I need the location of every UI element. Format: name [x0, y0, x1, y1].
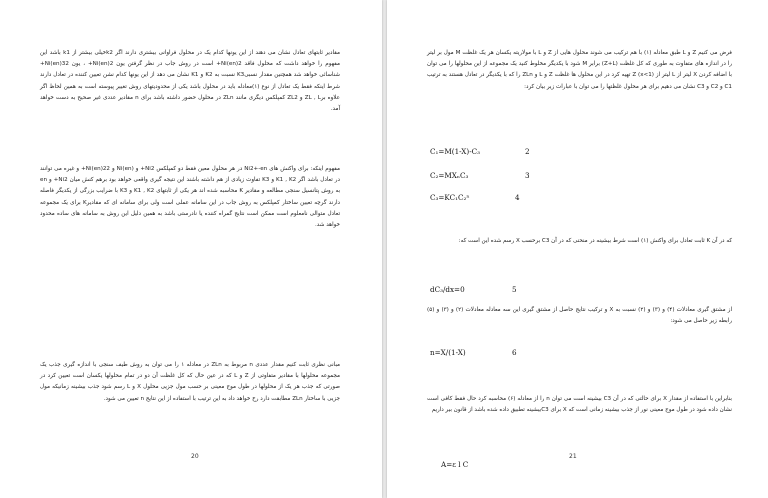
right-paragraph-2: که در آن K ثابت تعادل برای واکنش (۱) است شرط بیشینه در منحنی که در آن C3 برحسب X رسم شده این است که:: [458, 238, 732, 244]
left-paragraph-2: مفهوم اینکه: برای واکنش های Ni2+-en در هر محلول معین فقط دو کمپلکس Ni2+ و Ni(en) و Ni(en)22+ و غیره می توانند در تعادل باشد اگر K1 , K2 و K3 تفاوت زیادی از هم داشته باشند این نتیجه گیری واقعی خواهد بود برهم کنش میان Ni2+ و en به روش پتانسیل سنجی مطالعه و مقادیر K محاسبه شده اند هر یکی از ثابتهای K1 , K2 و K3 با ضرایب بزرگی از یکدیگر فاصله دارند گرچه تعیین ساختار کمپلکس به روش جاب در این سامانه عملی است ولی برای سامانه ای که مقادیرK برای یک مجموعه تعادل متوالی نامعلوم است ممکن است نتایج گمراه کننده یا نادرستی باشد به همین دلیل این روش به سامانه های ساده محدود خواهد شد.: [40, 166, 341, 229]
equation-2: C₁=M(1-X)-C₃: [430, 147, 481, 156]
right-page: [387, 0, 768, 498]
equation-5-number: 5: [512, 285, 517, 294]
equation-2-number: 2: [525, 147, 530, 156]
right-page-number: 21: [569, 453, 577, 460]
equation-6: n=X/(1-X): [430, 348, 466, 357]
right-paragraph-3: از مشتق گیری معادلات (۴) و (۳) و (۲) نسبت به X و ترکیب نتایج حاصل از مشتق گیری این سه معادله معادلات (۲) و (۳) و (۵) رابطه زیر حاصل می شود:: [427, 307, 733, 325]
right-paragraph-4: بنابراین با استفاده از مقدار X برای حالتی که در آن C3 بیشینه است می توان n را از معادله (۶) محاسبه کرد حال فقط کافی است نشان داده شود در طول موج معینی نور از جذب بیشینه زمانی است که X برای C3بیشینه تطبیق داده شده باشد از قانون بیر داریم: [427, 396, 732, 414]
left-page: [0, 0, 382, 498]
left-page-number: 20: [191, 453, 199, 460]
equation-3: C₂=MXₙC₃: [430, 171, 469, 180]
equation-4-number: 4: [515, 193, 520, 202]
left-paragraph-1: مقادیر ثابتهای تعادل نشان می دهند از این یونها کدام یک در محلول فراوانی بیشتری دارند اگر k2خیلی بیشتر از k1 باشد این مفهوم را خواهد داشت که محلول فاقد Ni(en)2+ است در روش جاب در نظر گرفتن یون Ni(en)2+ ، یون Ni(en)32+ شناسائی خواهد شد همچنین مقدار نسبیK3 نسبت به K2 و K1 نشان می دهد از این یونها کدام نشن تعیین کننده در تعادل دارند شرط اینکه فقط یک تعادل از نوع (۱)معادله باید در محلول باشد یکی از محدودیتهای روش تغییر پیوسته است به همین لحاظ اگر علاوه برZL , L و ZL2 کمپلکس دیگری مانند ZLn در محلول حضور داشته باشد برای n مقادیر عددی غیر صحیح به دست خواهد آمد.: [40, 50, 340, 113]
equation-beer-law: A=ε l C: [441, 460, 469, 469]
left-paragraph-3: مبانی نظری ثابت کنیم مقدار عددی n مربوط به ZLn در معادله ۱ را می توان به روش طیف سنجی با اندازه گیری جذب یک مجموعه محلولها با مقادیر متفاوتی از Z و L که در عین حال که کل غلظت آن دو در تمام محلولها یکسان است تعیین کرد در صورتی که جذب هر یک از محلولها در طول موج معینی بر حسب مول جزیی محلول X و L رسم شود جذب بیشینه زمانیکه مول جزیی با ساختار ZLn مطابقت دارد رخ خواهد داد به این ترتیب با استفاده از این نتایج n تعیین می شود.: [40, 362, 341, 402]
equation-3-number: 3: [525, 171, 530, 180]
equation-6-number: 6: [512, 348, 517, 357]
right-paragraph-1: فرض می کنیم Z و L طبق معادله (۱) با هم ترکیب می شوند محلول هایی از Z و L با مولاریته یکسان هر یک غلظت M مول بر لیتر را در اندازه های متفاوت به طوری که کل غلظت (Z+L) برابر M شود با یکدیگر مخلوط کنید یک مجموعه از این محلولها را می توان با اضافه کردن X لیتر از L لیتر از Z (x<1) تهیه کرد در این محلول ها غلظت Z و L و ZLn را که با یکدیگر در تعادل هستند به ترتیب C1 و C2 و C3 نشان می دهیم برای هر محلول غلظتها را می توان با عبارات زیر بیان کرد:: [427, 50, 732, 90]
equation-5: dC₃/dx=0: [430, 285, 465, 294]
equation-4: C₃=KC₁C₂ⁿ: [430, 193, 470, 202]
